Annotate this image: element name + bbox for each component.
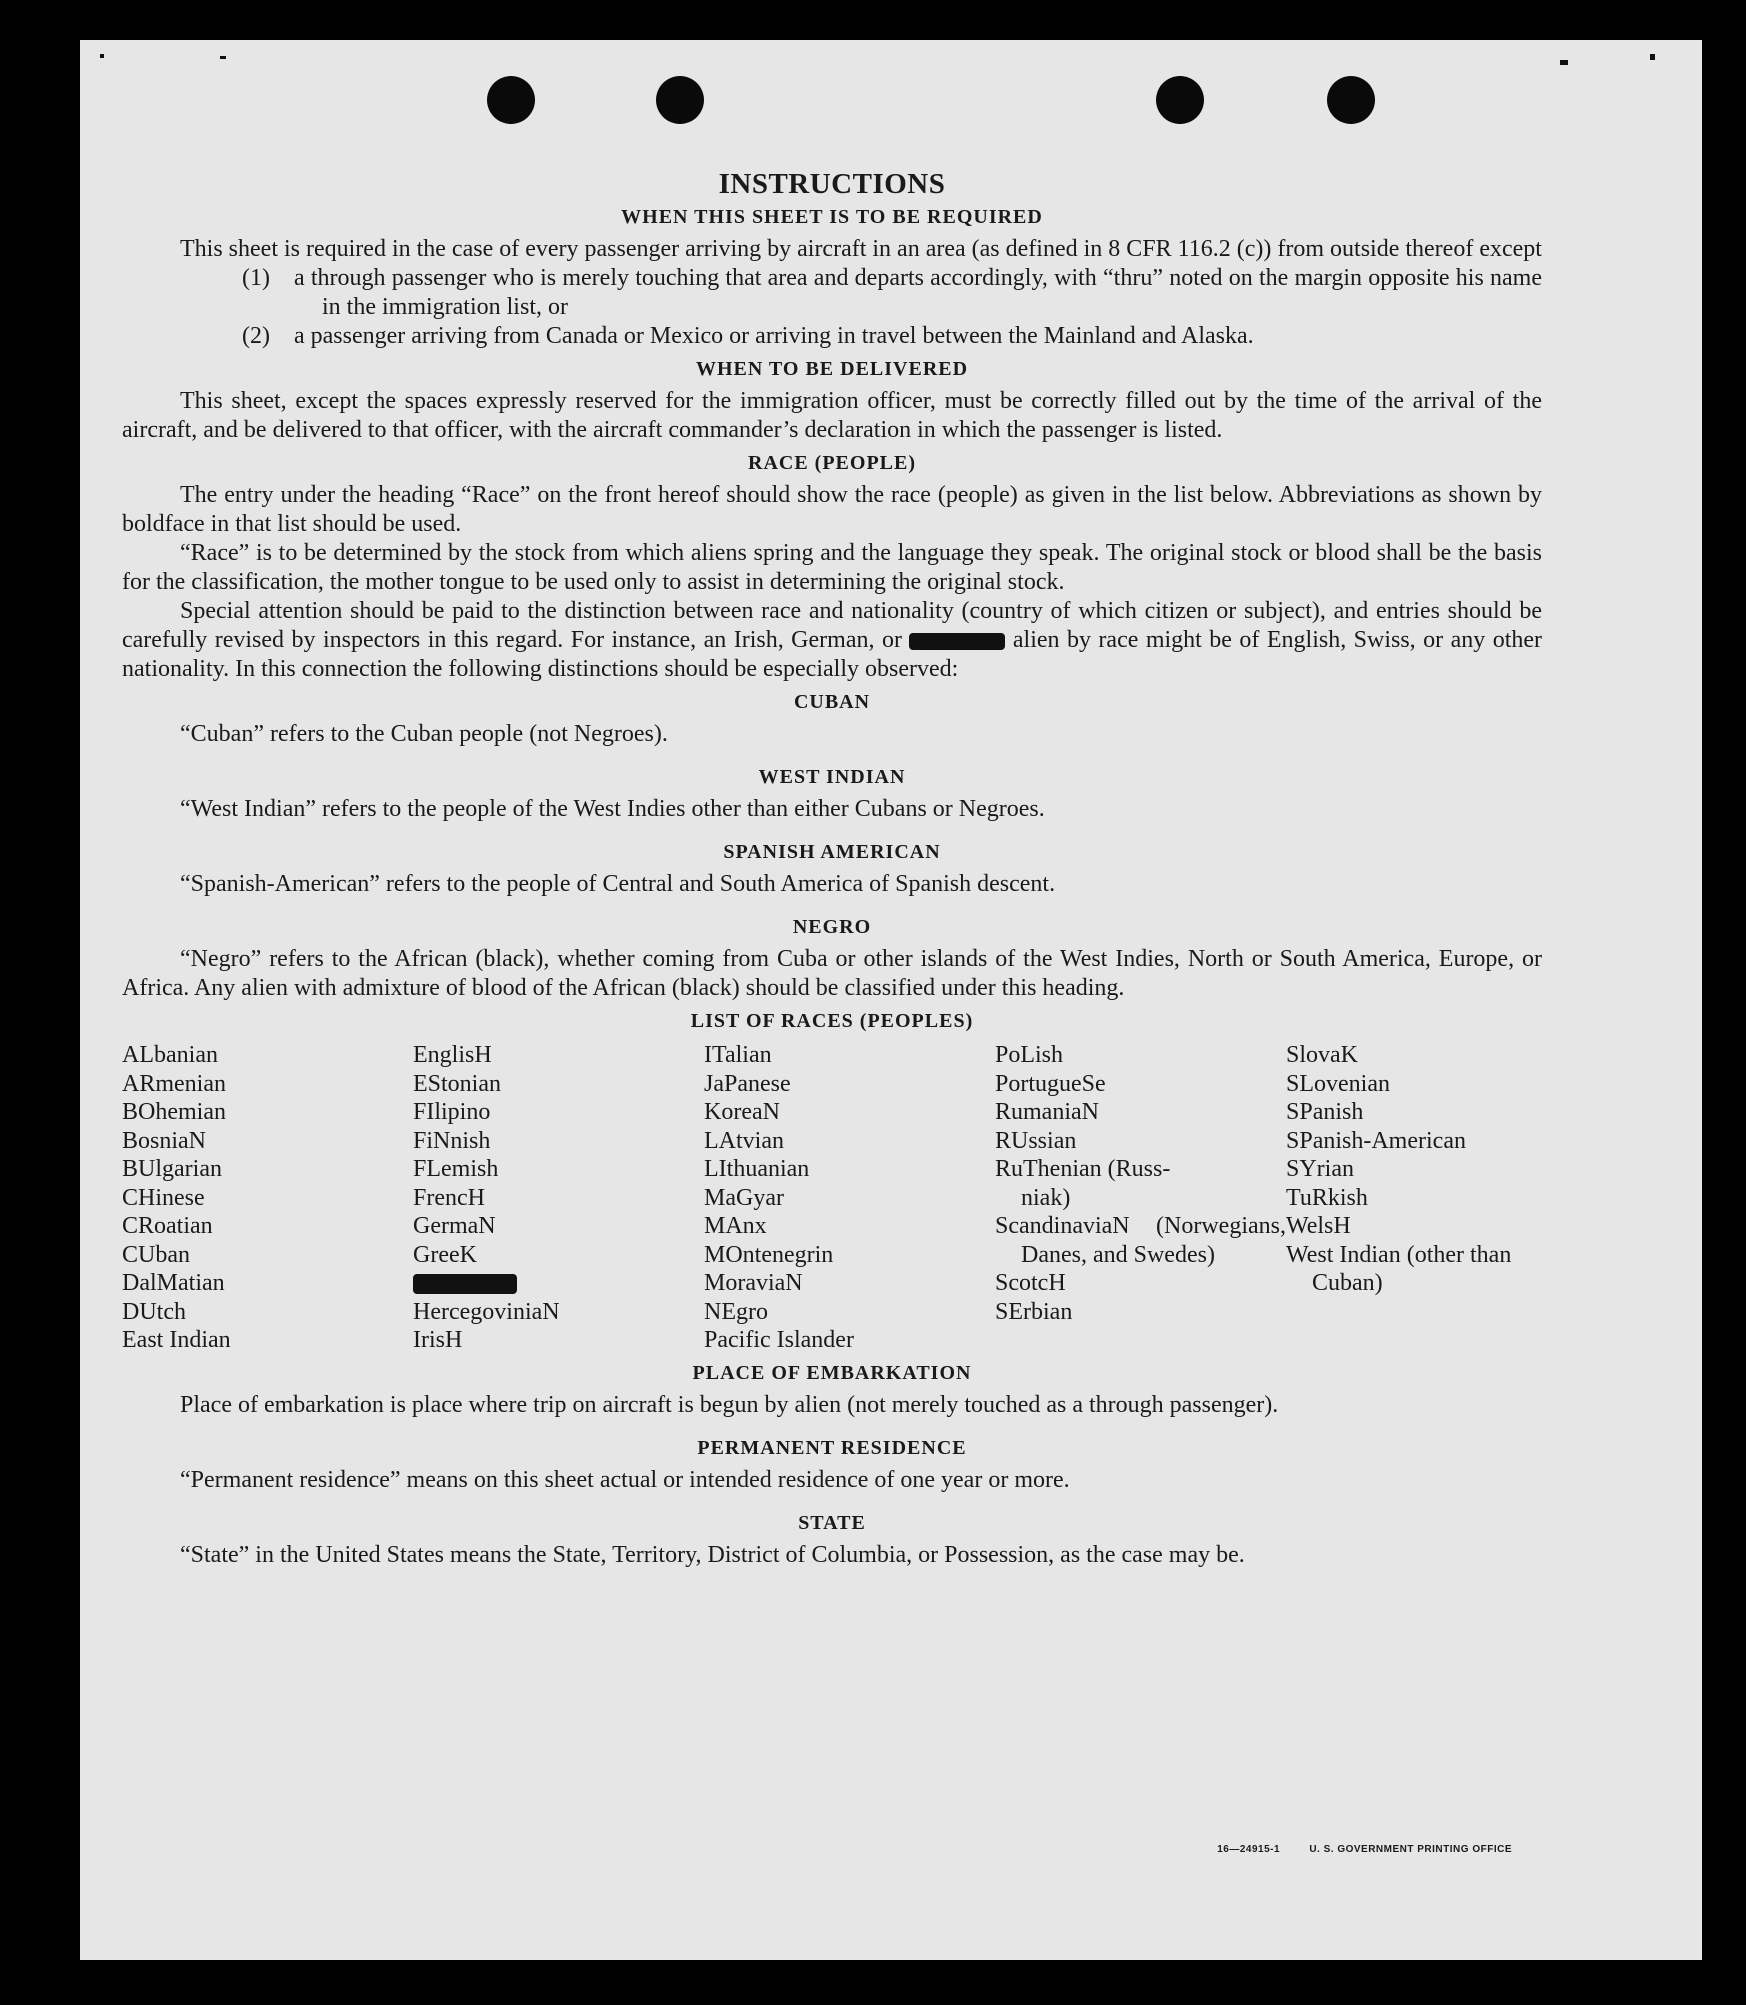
section-heading-spanish-american: SPANISH AMERICAN (723, 841, 941, 863)
cuban-text: “Cuban” refers to the Cuban people (not Negroes). (180, 721, 668, 747)
section-heading-list-of-races: LIST OF RACES (PEOPLES) (690, 1010, 974, 1032)
negro-text: “Negro” refers to the African (black), whether coming from Cuba or other islands of the West Indies, North or South America, Europe, or Africa. Any alien with admixture of blood of the African (black) should be classified under this heading. (122, 946, 1542, 1001)
document-page (80, 40, 1702, 1960)
race-paragraph-3 (122, 597, 1542, 684)
races-column-5 (1286, 1041, 1542, 1355)
punch-hole (656, 76, 704, 124)
race-entry: PortugueSe (995, 1070, 1106, 1097)
race-entry: CHinese (122, 1184, 205, 1211)
race-entry: PoLish (995, 1042, 1064, 1068)
west-indian-text: “West Indian” refers to the people of the West Indies other than either Cubans or Negroes. (180, 796, 1045, 822)
residence-text: “Permanent residence” means on this sheet actual or intended residence of one year or more. (180, 1466, 1070, 1493)
section-heading-cuban: CUBAN (793, 691, 871, 713)
section-heading-west-indian: WEST INDIAN (758, 766, 906, 788)
speck (1650, 54, 1655, 60)
race-entry: RumaniaN (995, 1099, 1099, 1125)
race-paragraph-3a: Special attention should be paid to the distinction between race and nationality (country of which citizen or subject), and entries should be carefully revised by inspectors in this regard. For instance, an Irish, German, or (122, 598, 1542, 653)
spanish-american-text: “Spanish-American” refers to the people of Central and South America of Spanish descent. (180, 871, 1056, 897)
form-code: 16—24915-1 (1217, 1844, 1281, 1855)
race-entry: CRoatian (122, 1213, 213, 1239)
redaction-mark (909, 633, 1005, 650)
race-entry: DUtch (122, 1298, 186, 1325)
section-heading-residence: PERMANENT RESIDENCE (697, 1436, 967, 1459)
race-entry: niak) (1021, 1184, 1071, 1211)
race-entry: GreeK (413, 1241, 477, 1268)
race-entry: RUssian (995, 1127, 1077, 1154)
race-entry: GermaN (413, 1213, 496, 1239)
required-item-2 (242, 322, 1542, 351)
race-entry: SPanish (1286, 1099, 1364, 1125)
race-entry: LIthuanian (704, 1156, 810, 1182)
race-entry: JaPanese (704, 1070, 791, 1097)
race-entry: SErbian (995, 1298, 1073, 1325)
race-entry: ARmenian (122, 1070, 226, 1097)
race-entry: ScotcH (995, 1270, 1066, 1296)
race-entry: ALbanian (122, 1042, 218, 1068)
race-entry: WelsH (1286, 1213, 1351, 1239)
race-entry: Pacific Islander (704, 1327, 854, 1353)
race-entry: SLovenian (1286, 1070, 1390, 1097)
race-entry: East Indian (122, 1327, 231, 1353)
race-entry: MoraviaN (704, 1270, 803, 1296)
state-text: “State” in the United States means the State, Territory, District of Columbia, or Possession, as the case may be. (180, 1541, 1245, 1568)
race-entry: ScandinaviaN (Norwegians, Danes, and Swedes) (995, 1213, 1286, 1268)
race-entry: EnglisH (413, 1042, 492, 1068)
required-intro: This sheet is required in the case of every passenger arriving by aircraft in an area (as defined in 8 CFR 116.2 (c)) from outside thereof except (180, 236, 1542, 262)
instructions-content (122, 170, 1542, 1570)
races-list (122, 1041, 1542, 1355)
race-entry: FiNnish (413, 1127, 491, 1154)
item-number: (2) (242, 323, 270, 349)
speck (220, 56, 226, 59)
races-column-4 (995, 1041, 1286, 1355)
race-entry: TuRkish (1286, 1184, 1368, 1211)
section-heading-required: WHEN THIS SHEET IS TO BE REQUIRED (621, 206, 1043, 228)
punch-hole (1156, 76, 1204, 124)
speck (1560, 60, 1568, 65)
race-entry: EStonian (413, 1070, 501, 1097)
section-heading-race: RACE (PEOPLE) (748, 452, 916, 474)
race-entry: FrencH (413, 1184, 485, 1211)
race-entry: DalMatian (122, 1270, 225, 1296)
races-column-1 (122, 1041, 413, 1355)
page-title: INSTRUCTIONS (718, 168, 946, 200)
delivered-text: This sheet, except the spaces expressly reserved for the immigration officer, must be correctly filled out by the time of the arrival of the aircraft, and be delivered to that officer, with the aircraft commander’s declaration in which the passenger is listed. (122, 388, 1542, 443)
race-entry: BOhemian (122, 1099, 226, 1125)
race-entry: MaGyar (704, 1184, 784, 1211)
race-entry: BosniaN (122, 1127, 206, 1154)
race-entry: NEgro (704, 1298, 768, 1325)
speck (100, 54, 104, 58)
race-entry: RuThenian (Russ- (995, 1156, 1171, 1182)
item-number: (1) (242, 265, 270, 291)
printer-imprint: U. S. GOVERNMENT PRINTING OFFICE (1309, 1844, 1512, 1855)
punch-hole (1327, 76, 1375, 124)
race-entry: CUban (122, 1241, 190, 1268)
redaction-mark (413, 1274, 517, 1294)
race-entry: IrisH (413, 1327, 463, 1353)
race-entry: MAnx (704, 1213, 767, 1239)
race-entry: MOntenegrin (704, 1241, 834, 1268)
race-entry: FLemish (413, 1156, 499, 1182)
race-paragraph-1: The entry under the heading “Race” on the front hereof should show the race (people) as given in the list below. Abbreviations as shown by boldface in that list should be used. (122, 482, 1542, 537)
races-column-2 (413, 1041, 704, 1355)
race-entry: BUlgarian (122, 1156, 222, 1182)
races-column-3 (704, 1041, 995, 1355)
punch-hole (487, 76, 535, 124)
section-heading-state: STATE (798, 1511, 866, 1534)
race-entry: KoreaN (704, 1099, 780, 1125)
race-entry: SlovaK (1286, 1042, 1358, 1068)
race-entry: SYrian (1286, 1156, 1354, 1182)
print-footer (1217, 1844, 1512, 1855)
required-item-1 (242, 264, 1542, 322)
race-entry: ITalian (704, 1042, 772, 1068)
section-heading-embarkation: PLACE OF EMBARKATION (692, 1361, 972, 1384)
item-text: a passenger arriving from Canada or Mexico or arriving in travel between the Mainland and Alaska. (294, 323, 1254, 349)
embarkation-text: Place of embarkation is place where trip on aircraft is begun by alien (not merely touched as a through passenger). (180, 1391, 1279, 1418)
race-entry: West Indian (other than Cuban) (1286, 1241, 1512, 1296)
race-entry: HercegoviniaN (413, 1298, 560, 1325)
race-entry: LAtvian (704, 1127, 784, 1154)
race-entry-redacted (413, 1269, 704, 1298)
section-heading-delivered: WHEN TO BE DELIVERED (695, 358, 969, 380)
item-text: a through passenger who is merely touching that area and departs accordingly, with “thru” noted on the margin opposite his name in the immigration list, or (294, 265, 1542, 320)
race-entry: SPanish-American (1286, 1127, 1466, 1154)
section-heading-negro: NEGRO (792, 916, 872, 938)
race-paragraph-3b: alien by race might be of English, Swiss, or any other nationality. In this connection the following distinctions should be especially observed: (122, 627, 1543, 682)
race-paragraph-2: “Race” is to be determined by the stock from which aliens spring and the language they speak. The original stock or blood shall be the basis for the classification, the mother tongue to be used only to assist in determining the original stock. (122, 540, 1542, 595)
race-entry: FIlipino (413, 1099, 491, 1125)
